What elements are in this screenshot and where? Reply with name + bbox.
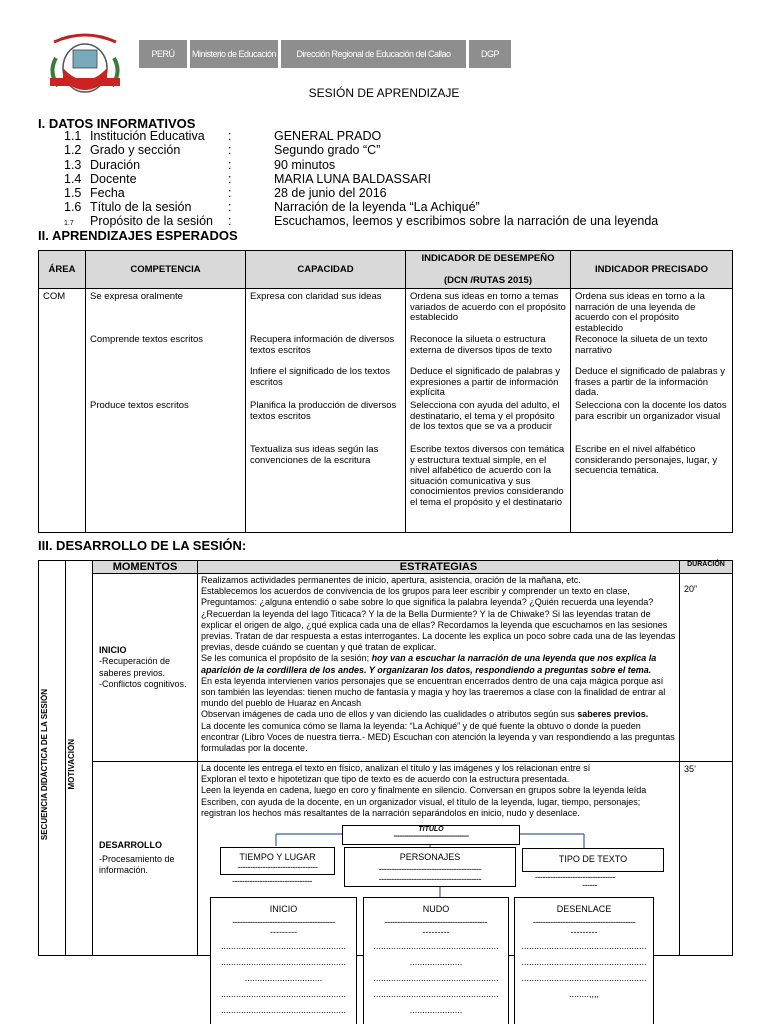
organizer-titulo	[342, 825, 520, 845]
datos-heading: I. DATOS INFORMATIVOS	[38, 116, 196, 131]
organizer-dots: ..................................................	[220, 941, 347, 951]
datos-row-label: Propósito de la sesión	[90, 214, 213, 228]
organizer-dashes: -----------------------------------------	[393, 833, 469, 840]
datos-row-colon: :	[228, 200, 232, 214]
organizer-dots: ..................................................	[521, 957, 647, 967]
datos-row-num: 1.3	[64, 158, 82, 172]
datos-row-label: Grado y sección	[90, 143, 181, 157]
indicador-cell: Selecciona con ayuda del adulto, el destinatario, el tema y el propósito de los textos que se va a producir	[406, 400, 571, 444]
col-indicador-line1: INDICADOR DE DESEMPEÑO	[421, 253, 555, 264]
desarrollo-moment	[93, 762, 198, 956]
organizer-personajes-label: PERSONAJES	[399, 852, 461, 862]
aprendizajes-table	[38, 250, 733, 533]
organizer-dots: ..................................................	[220, 1005, 347, 1015]
header-bar-ministerio: Ministerio de Educación	[190, 40, 278, 68]
organizer-dashes: --------------------------------	[237, 862, 318, 872]
desarrollo-heading: III. DESARROLLO DE LA SESIÓN:	[38, 538, 247, 553]
inicio-title: INICIO	[99, 644, 127, 655]
datos-row	[64, 158, 335, 172]
strategy-text-b: hoy van a escuchar la narración de una leyenda que nos explica la aparición de la cordillera de los andes. Y organizaran los datos, respondiendo a preguntas sobre el tema.	[201, 653, 657, 675]
col-duracion: DURACIÓN	[680, 561, 733, 574]
datos-row-value: MARIA LUNA BALDASSARI	[274, 172, 432, 186]
organizer-dots: ..................................................	[373, 973, 499, 983]
capacidad-cell: Planifica la producción de diversos textos escritos	[246, 400, 406, 444]
capacidad-cell: Expresa con claridad sus ideas	[246, 289, 406, 335]
table-row	[39, 444, 733, 532]
indicador-cell: Ordena sus ideas en torno a temas variados de acuerdo con el propósito establecido	[406, 289, 571, 335]
col-capacidad: CAPACIDAD	[246, 251, 406, 289]
area-cell	[39, 444, 86, 532]
datos-row-label: Docente	[90, 172, 137, 186]
table-row	[39, 334, 733, 366]
aprendizajes-heading: II. APRENDIZAJES ESPERADOS	[38, 228, 238, 243]
organizer-dashes: ---------	[570, 927, 598, 937]
col-indicador	[406, 251, 571, 289]
desarrollo-item: -Procesamiento de información.	[99, 853, 175, 876]
strategy-text: La docente les comunica cómo se llama la leyenda: “La Achiqué” y de qué fuente la obtuvo o donde la pueden encontrar (Libro Voces de nuestra tierra.- MED) Escuchan con atención la leyenda y van respondiendo a las preguntas formuladas por la docente.	[201, 720, 675, 754]
organizer-dots: ...............................	[244, 973, 323, 983]
competencia-cell: Se expresa oralmente	[86, 289, 246, 335]
datos-row-colon: :	[228, 129, 232, 143]
secuencia-cell	[39, 574, 66, 956]
capacidad-cell: Recupera información de diversos textos escritos	[246, 334, 406, 366]
inicio-duration: 20”	[680, 574, 733, 762]
table-row	[39, 289, 733, 335]
organizer-dashes: ---------	[422, 927, 450, 937]
page-title: SESIÓN DE APRENDIZAJE	[308, 86, 460, 100]
organizer-dashes: -----------------------------------------	[232, 917, 335, 927]
organizer-dots: ..................................................	[373, 989, 499, 999]
strategy-text: La docente les entrega el texto en físico, analizan el título y las imágenes y los relacionan entre sí	[201, 763, 591, 773]
organizer-dashes: -----------------------------------------	[532, 917, 636, 927]
organizer-nudo-label: NUDO	[422, 904, 450, 914]
precisado-cell: Ordena sus ideas en torno a la narración de una leyenda de acuerdo con el propósito establecido	[571, 289, 733, 335]
header-bar-peru: PERÚ	[139, 40, 187, 68]
indicador-cell: Deduce el significado de palabras y expresiones a partir de información explícita	[406, 366, 571, 400]
strategy-text: Preguntamos: ¿alguna entendió o sabe sobre lo que significa la palabra leyenda? ¿Quién recuerda una leyenda? ¿Recuerdan la leyenda del lago Titicaca? Y la de la Bella Durmiente? Y la de Chiwake? Si las leyendas tratan de explicar el origen de algo, ¿qué explica cada una de ellas? Recordamos la leyenda que escuchamos en las sesiones previas. Tratan de dar respuesta a estas interrogantes. La docente les explica un poco sobre cada una de las leyendas previas, desde cuándo se cuentan y qué tratan de explicar.	[201, 597, 676, 653]
capacidad-cell: Textualiza sus ideas según las convenciones de la escritura	[246, 444, 406, 532]
datos-row-value: Escuchamos, leemos y escribimos sobre la narración de una leyenda	[274, 214, 659, 228]
strategy-text	[201, 653, 676, 675]
organizer-personajes	[344, 847, 516, 887]
datos-row-label: Duración	[90, 158, 141, 172]
strategy-text	[201, 709, 676, 720]
strategy-text: En esta leyenda intervienen varios personajes que se encuentran encerrados dentro de una caja mágica porque así son también las leyendas: tienen mucho de fantasía y magia y hoy las traeremos a clase con la finalidad de entrar al mundo del pueblo de Huaraz en Ancash	[201, 675, 666, 709]
datos-row-value: 90 minutos	[274, 158, 336, 172]
datos-row	[64, 200, 480, 214]
datos-row-num: 1.6	[64, 200, 82, 214]
datos-row-num: 1.4	[64, 172, 82, 186]
capacidad-cell: Infiere el significado de los textos escritos	[246, 366, 406, 400]
table-row	[39, 366, 733, 400]
organizer-tiempo-lugar	[220, 847, 335, 875]
header-bar-direccion: Dirección Regional de Educación del Callao	[281, 40, 466, 68]
strategy-text: Leen la leyenda en cadena, luego en coro y finalmente en silencio. Conversan en grupos sobre la leyenda leída Escriben, con ayuda de la docente, en un organizador visual, el título de la leyenda, lugar, tiempo, personajes; registran los hechos más resaltantes de la narración separándolos en inicio, nudo y desenlace.	[201, 785, 647, 818]
inicio-item: -Conflictos cognitivos.	[99, 679, 187, 689]
organizer-dots: ........,,,,	[568, 989, 599, 999]
strategy-text-a: Se les comunica el propósito de la sesión;	[201, 653, 372, 664]
col-momentos: MOMENTOS	[93, 561, 198, 574]
desarrollo-duration: 35’	[680, 762, 733, 956]
precisado-cell: Selecciona con la docente los datos para escribir un organizador visual	[571, 400, 733, 444]
secuencia-label: SECUENCIA DIDÁCTICA DE LA SESIÓN	[40, 688, 49, 840]
area-cell	[39, 400, 86, 444]
organizer-dashes: --------------------------------	[535, 872, 615, 882]
organizer-tipo-label: TIPO DE TEXTO	[558, 854, 628, 864]
datos-row-value: GENERAL PRADO	[274, 129, 382, 143]
motivacion-label: MOTIVACIÓN	[67, 738, 76, 790]
strategy-text-a: Observan imágenes de cada uno de ellos y van diciendo las cualidades o atributos según sus	[201, 709, 578, 720]
blank-cell	[66, 561, 93, 574]
col-estrategias: ESTRATEGIAS	[198, 561, 680, 574]
organizer-dots: ..................................................	[521, 973, 647, 983]
competencia-cell: Produce textos escritos	[86, 400, 246, 444]
organizer-inicio-label: INICIO	[269, 904, 298, 914]
col-precisado: INDICADOR PRECISADO	[571, 251, 733, 289]
area-cell	[39, 366, 86, 400]
competencia-cell	[86, 444, 246, 532]
area-cell: COM	[39, 289, 86, 335]
inicio-item: -Recuperación de saberes previos.	[99, 656, 171, 678]
organizer-dashes: -----------------------------------------	[378, 864, 482, 874]
organizer-dashes: -----------------------------------------	[384, 917, 488, 927]
inicio-moment	[93, 574, 198, 762]
strategy-text: Realizamos actividades permanentes de inicio, apertura, asistencia, oración de la mañana, etc.	[201, 575, 581, 585]
table-row	[39, 400, 733, 444]
datos-row-colon: :	[228, 172, 232, 186]
datos-row-num: 1.1	[64, 129, 82, 143]
indicador-cell: Reconoce la silueta o estructura externa de diversos tipos de texto	[406, 334, 571, 366]
datos-row	[64, 143, 380, 157]
datos-row-label: Institución Educativa	[90, 129, 205, 143]
organizer-dots: ..................................................	[373, 941, 499, 951]
motivacion-cell	[66, 574, 93, 956]
organizer-tipo-texto	[522, 848, 664, 872]
organizer-inicio	[210, 897, 357, 1024]
organizer-desenlace-label: DESENLACE	[556, 904, 612, 914]
datos-row-label: Título de la sesión	[90, 200, 192, 214]
col-indicador-line2: (DCN /RUTAS 2015)	[444, 275, 532, 286]
datos-row-colon: :	[228, 158, 232, 172]
datos-row-num: 1.5	[64, 186, 82, 200]
datos-row-value: Segundo grado “C”	[274, 143, 381, 157]
organizer-dots: .....................	[409, 1005, 463, 1015]
datos-row-num: 1.2	[64, 143, 82, 157]
datos-row-value: Narración de la leyenda “La Achiqué”	[274, 200, 480, 214]
organizer-desenlace	[514, 897, 654, 1024]
precisado-cell: Deduce el significado de palabras y frases a partir de la información dada.	[571, 366, 733, 400]
organizer-nudo	[363, 897, 509, 1024]
desarrollo-title: DESARROLLO	[99, 840, 162, 851]
organizer-dashes: ---------	[270, 927, 297, 937]
organizer-dots: ..................................................	[220, 989, 347, 999]
organizer-dashes: -----------------------------------------	[378, 874, 482, 884]
organizer-tiempo-label: TIEMPO Y LUGAR	[239, 852, 316, 862]
datos-row	[64, 129, 381, 143]
strategy-text-b: saberes previos.	[577, 709, 649, 720]
datos-row-colon: :	[228, 143, 232, 157]
blank-cell	[39, 561, 66, 574]
strategy-text: Exploran el texto e hipotetizan que tipo de texto es de acuerdo con la estructura presentada.	[201, 774, 570, 785]
datos-row-colon: :	[228, 214, 232, 228]
competencia-cell	[86, 366, 246, 400]
datos-row-label: Fecha	[90, 186, 125, 200]
datos-row-num: 1.7	[64, 220, 74, 227]
organizer-dashes: ------	[582, 880, 597, 890]
datos-row	[64, 186, 387, 200]
organizer-titulo-label: TITULO	[418, 826, 444, 833]
datos-row	[64, 172, 431, 186]
organizer-dashes: --------------------------------	[232, 876, 312, 886]
organizer-dots: ..................................................	[521, 941, 647, 951]
col-area: ÁREA	[39, 251, 86, 289]
precisado-cell: Reconoce la silueta de un texto narrativo	[571, 334, 733, 366]
indicador-cell: Escribe textos diversos con temática y estructura textual simple, en el nivel alfabético de acuerdo con la situación comunicativa y sus conocimientos previos considerando el tema el propósito y el destinatario	[406, 444, 571, 532]
organizer-dots: .....................	[409, 957, 463, 967]
header-bar-dgp: DGP	[469, 40, 511, 68]
datos-row-colon: :	[228, 186, 232, 200]
col-competencia: COMPETENCIA	[86, 251, 246, 289]
strategy-text: Establecemos los acuerdos de convivencia de los grupos para leer escribir y comprender un texto en clase,	[201, 586, 630, 597]
organizer-dots: ..................................................	[220, 957, 347, 967]
inicio-strategies	[198, 574, 680, 762]
area-cell	[39, 334, 86, 366]
precisado-cell: Escribe en el nivel alfabético considerando personajes, lugar, y secuencia temática.	[571, 444, 733, 532]
datos-row-value: 28 de junio del 2016	[274, 186, 387, 200]
competencia-cell: Comprende textos escritos	[86, 334, 246, 366]
